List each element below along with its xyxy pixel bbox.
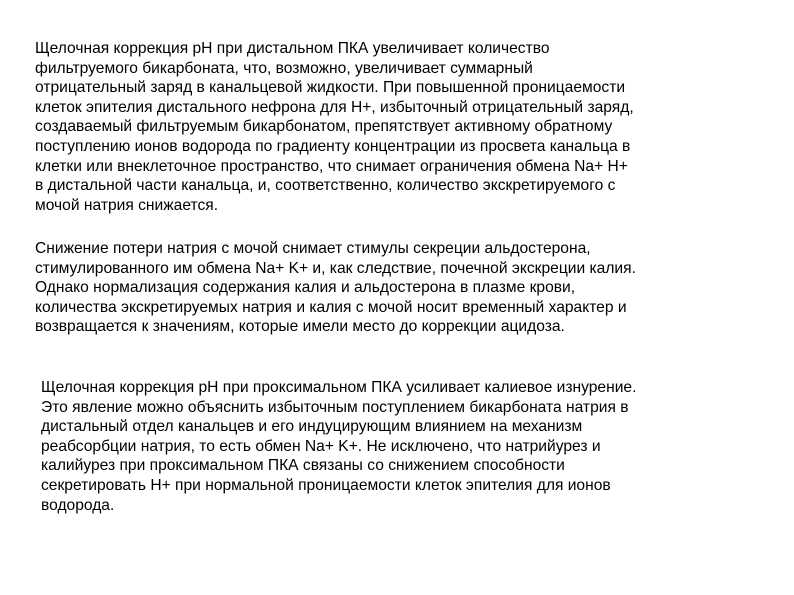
paragraph-sodium-loss <box>35 239 636 337</box>
paragraph-distal-correction <box>35 39 634 215</box>
text-line: в дистальной части канальца, и, соответственно, количество экскретируемого с <box>35 177 616 195</box>
text-line: количества экскретируемых натрия и калия с мочой носит временный характер и <box>35 298 627 316</box>
text-line: калийурез при проксимальном ПКА связаны со снижением способности <box>41 457 565 475</box>
text-line: поступлению ионов водорода по градиенту концентрации из просвета канальца в <box>35 137 631 155</box>
text-line: Это явление можно объяснить избыточным поступлением бикарбоната натрия в <box>41 398 629 416</box>
text-line: мочой натрия снижается. <box>35 196 219 214</box>
text-line: Щелочная коррекция pH при проксимальном ПКА усиливает калиевое изнурение. <box>41 379 637 396</box>
text-line: отрицательный заряд в канальцевой жидкости. При повышенной проницаемости <box>35 79 626 97</box>
text-line: фильтруемого бикарбоната, что, возможно, увеличивает суммарный <box>35 59 533 77</box>
text-line: реабсорбции натрия, то есть обмен Na+ K+. Не исключено, что натрийурез и <box>41 437 601 455</box>
text-line: дистальный отдел канальцев и его индуцирующим влиянием на механизм <box>41 418 583 436</box>
text-line: Щелочная коррекция pH при дистальном ПКА увеличивает количество <box>35 40 550 57</box>
text-line: возвращается к значениям, которые имели место до коррекции ацидоза. <box>35 318 565 336</box>
text-line: стимулированного им обмена Na+ K+ и, как следствие, почечной экскреции калия. <box>35 259 636 277</box>
text-line: создаваемый фильтруемым бикарбонатом, препятствует активному обратному <box>35 118 613 136</box>
text-line: клетки или внеклеточное пространство, что снимает ограничения обмена Na+ H+ <box>35 157 628 175</box>
text-line: клеток эпителия дистального нефрона для H+, избыточный отрицательный заряд, <box>35 98 634 116</box>
text-line: водорода. <box>41 496 115 514</box>
paragraph-proximal-correction <box>41 378 636 515</box>
text-line: секретировать H+ при нормальной проницаемости клеток эпителия для ионов <box>41 476 611 494</box>
text-line: Снижение потери натрия с мочой снимает стимулы секреции альдостерона, <box>35 240 591 257</box>
text-line: Однако нормализация содержания калия и альдостерона в плазме крови, <box>35 279 576 297</box>
